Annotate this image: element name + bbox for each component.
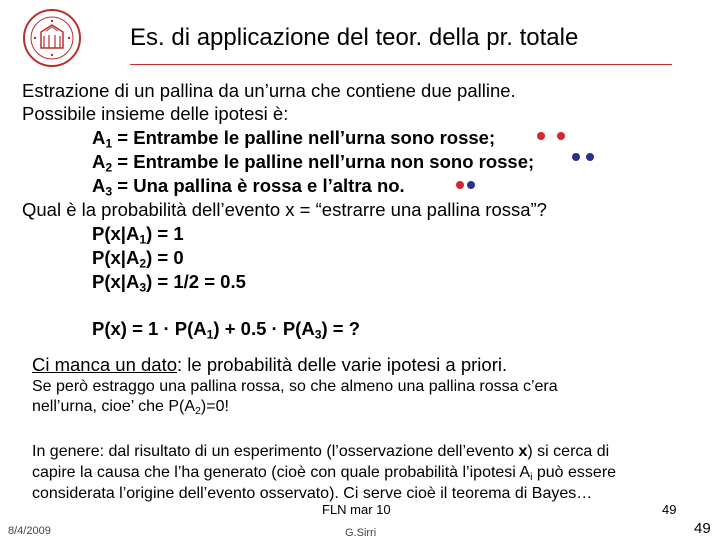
general-line-3: considerata l’origine dell’evento osservato). Ci serve cioè il teorema di Bayes…	[32, 485, 593, 502]
title-divider	[130, 64, 672, 65]
general-line-2: capire la causa che l’ha generato (cioè con quale probabilità l’ipotesi $A_i$ può essere	[32, 464, 617, 484]
hypothesis-3: $A_3$ = Una pallina è rossa e l’altra no.	[92, 175, 405, 199]
footer-page-inner: 49	[662, 502, 677, 517]
conditional-prob-2: $P(x|A_2) = 0$	[92, 247, 184, 271]
red-ball-icon	[456, 181, 464, 189]
intro-line-1: Estrazione di un pallina da un’urna che contiene due palline.	[22, 80, 516, 101]
blue-ball-icon	[586, 153, 594, 161]
footer-course: FLN mar 10	[322, 502, 391, 517]
red-ball-icon	[557, 132, 565, 140]
missing-data-line: Ci manca un dato: le probabilità delle varie ipotesi a priori.	[32, 354, 508, 375]
conditional-prob-3: $P(x|A_3) = 1/2 = 0.5$	[92, 271, 246, 295]
blue-ball-icon	[467, 181, 475, 189]
red-ball-icon	[537, 132, 545, 140]
hypothesis-1: $A_1$ = Entrambe le palline nell’urna sono rosse;	[92, 127, 496, 151]
question-line: Qual è la probabilità dell’evento x = “estrarre una pallina rossa”?	[22, 199, 547, 220]
note-line-2: nell’urna, cioe’ che $P(A_2)=0$!	[32, 398, 229, 418]
conditional-prob-1: $P(x|A_1) = 1$	[92, 223, 184, 247]
intro-line-2: Possibile insieme delle ipotesi è:	[22, 103, 289, 124]
hypothesis-2: $A_2$ = Entrambe le palline nell’urna non sono rosse;	[92, 151, 535, 175]
footer-date: 8/4/2009	[8, 525, 51, 537]
university-seal-logo	[22, 8, 82, 68]
slide-title: Es. di applicazione del teor. della pr. totale	[130, 24, 579, 51]
total-probability-formula: $P(x) = 1 \cdot P(A_1) + 0.5 \cdot P(A_3)$ = ?	[92, 318, 361, 342]
general-line-1: In genere: dal risultato di un esperimento (l’osservazione dell’evento x) si cerca di	[32, 443, 610, 460]
footer-author: G.Sirri	[345, 527, 377, 539]
footer-page-number: 49	[694, 520, 711, 537]
blue-ball-icon	[572, 153, 580, 161]
note-line-1: Se però estraggo una pallina rossa, so che almeno una pallina rossa c’era	[32, 378, 558, 395]
